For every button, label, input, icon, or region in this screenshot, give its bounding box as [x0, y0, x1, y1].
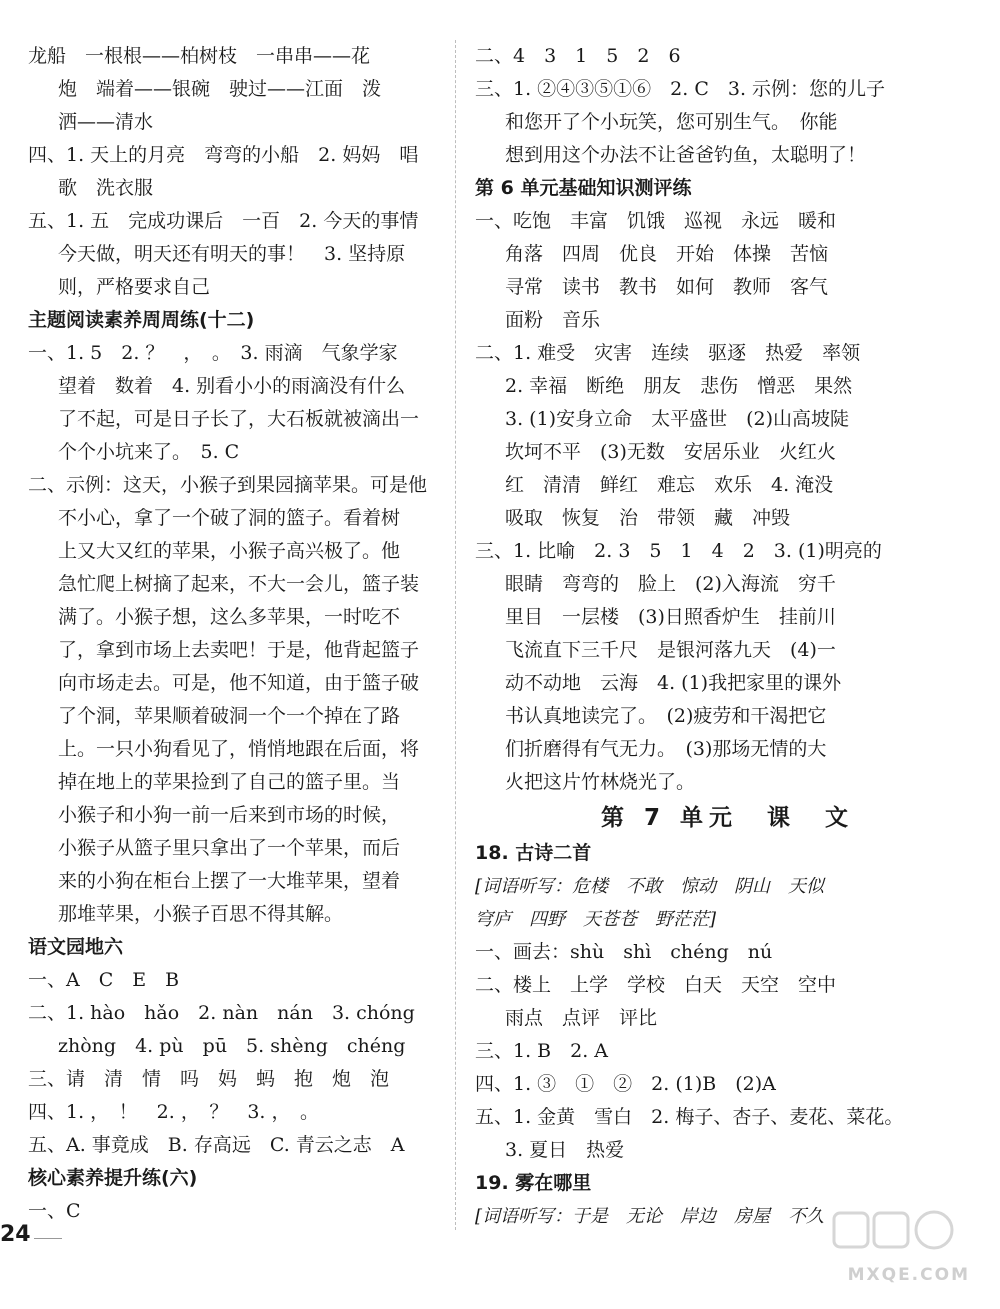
- text-line: 炮 端着——银碗 驶过——江面 泼: [58, 78, 382, 100]
- text-line: 飞流直下三千尺 是银河落九天 (4)一: [505, 639, 836, 661]
- text-line: 二、楼上 上学 学校 白天 天空 空中: [475, 974, 837, 996]
- text-line: 个个小坑来了。 5. C: [58, 441, 240, 463]
- text-line: 小猴子和小狗一前一后来到市场的时候，: [58, 804, 401, 826]
- dictation-line: [词语听写：危楼 不敢 惊动 阴山 天似: [475, 876, 825, 897]
- text-line: 3. 夏日 热爱: [505, 1139, 625, 1161]
- text-line: 角落 四周 优良 开始 体操 苦恼: [505, 243, 829, 265]
- text-line: 一、吃饱 丰富 饥饿 巡视 永远 暖和: [475, 210, 837, 232]
- lesson-title: 18. 古诗二首: [475, 842, 592, 864]
- text-line: 小猴子从篮子里只拿出了一个苹果，而后: [58, 837, 401, 859]
- text-line: 眼睛 弯弯的 脸上 (2)入海流 穷千: [505, 573, 836, 595]
- text-line: 一、C: [28, 1200, 81, 1222]
- lesson-title: 19. 雾在哪里: [475, 1172, 592, 1194]
- section-heading: 语文园地六: [28, 936, 124, 958]
- text-line: 三、1. B 2. A: [475, 1040, 609, 1062]
- dictation-line: [词语听写：于是 无论 岸边 房屋 不久: [475, 1206, 825, 1227]
- text-line: 红 清清 鲜红 难忘 欢乐 4. 淹没: [505, 474, 834, 496]
- text-line: 二、示例：这天，小猴子到果园摘苹果。可是他: [28, 474, 428, 496]
- text-line: 面粉 音乐: [505, 309, 601, 331]
- watermark-text: MXQE.COM: [847, 1265, 970, 1285]
- text-line: 歌 洗衣服: [58, 177, 154, 199]
- text-line: 了不起，可是日子长了，大石板就被滴出一: [58, 408, 420, 430]
- page-number: 24: [0, 1222, 31, 1247]
- text-line: 二、4 3 1 5 2 6: [475, 45, 681, 67]
- section-heading: 核心素养提升练(六): [28, 1167, 198, 1189]
- text-line: zhòng 4. pù pū 5. shèng chéng: [58, 1035, 406, 1057]
- text-line: 了个洞，苹果顺着破洞一个一个掉在了路: [58, 705, 401, 727]
- text-line: 满了。小猴子想，这么多苹果，一时吃不: [58, 606, 401, 628]
- text-line: 来的小狗在柜台上摆了一大堆苹果，望着: [58, 870, 401, 892]
- text-line: 洒——清水: [58, 111, 154, 133]
- text-line: 三、1. ②④③⑤①⑥ 2. C 3. 示例：您的儿子: [475, 78, 886, 100]
- text-line: 火把这片竹林烧光了。: [505, 771, 696, 793]
- text-line: 寻常 读书 教书 如何 教师 客气: [505, 276, 829, 298]
- text-line: 四、1. 天上的月亮 弯弯的小船 2. 妈妈 唱: [28, 144, 419, 166]
- text-line: 一、A C E B: [28, 969, 180, 991]
- text-line: 一、1. 5 2. ？ ， 。 3. 雨滴 气象学家: [28, 342, 398, 364]
- text-line: 里目 一层楼 (3)日照香炉生 挂前川: [505, 606, 836, 628]
- text-line: 四、1. ③ ① ② 2. (1)B (2)A: [475, 1073, 776, 1095]
- text-line: 三、1. 比喻 2. 3 5 1 4 2 3. (1)明亮的: [475, 540, 882, 562]
- page-number-rule: [34, 1238, 62, 1239]
- text-line: 那堆苹果，小猴子百思不得其解。: [58, 903, 344, 925]
- text-line: 三、请 清 情 吗 妈 蚂 抱 炮 泡: [28, 1068, 390, 1090]
- text-line: 向市场走去。可是，他不知道，由于篮子破: [58, 672, 420, 694]
- text-line: 上。一只小狗看见了，悄悄地跟在后面，将: [58, 738, 420, 760]
- dictation-line: 穹庐 四野 天苍苍 野茫茫]: [475, 909, 717, 930]
- text-line: 五、A. 事竟成 B. 存高远 C. 青云之志 A: [28, 1134, 405, 1156]
- text-line: 上又大又红的苹果，小猴子高兴极了。他: [58, 540, 401, 562]
- text-line: 了，拿到市场上去卖吧！于是，他背起篮子: [58, 639, 420, 661]
- text-line: 想到用这个办法不让爸爸钓鱼，太聪明了！: [505, 144, 867, 166]
- text-line: 们折磨得有气无力。 (3)那场无情的大: [505, 738, 827, 760]
- section-heading: 主题阅读素养周周练(十二): [28, 309, 255, 331]
- text-line: 吸取 恢复 治 带领 藏 冲毁: [505, 507, 791, 529]
- text-line: 二、1. hào hǎo 2. nàn nán 3. chóng: [28, 1002, 415, 1024]
- text-line: 今天做，明天还有明天的事！ 3. 坚持原: [58, 243, 406, 265]
- text-line: 坎坷不平 (3)无数 安居乐业 火红火: [505, 441, 836, 463]
- right-column: [475, 40, 980, 1233]
- unit-title: 第 7 单元 课 文: [600, 805, 855, 831]
- text-line: 急忙爬上树摘了起来，不大一会儿，篮子装: [58, 573, 420, 595]
- text-line: 书认真地读完了。 (2)疲劳和干渴把它: [505, 705, 827, 727]
- text-line: 2. 幸福 断绝 朋友 悲伤 憎恶 果然: [505, 375, 853, 397]
- text-line: 四、1. ， ！ 2. ， ？ 3. ， 。: [28, 1101, 320, 1123]
- text-line: 五、1. 金黄 雪白 2. 梅子、杏子、麦花、菜花。: [475, 1106, 904, 1128]
- text-line: 五、1. 五 完成功课后 一百 2. 今天的事情: [28, 210, 419, 232]
- text-line: 和您开了个小玩笑，您可别生气。 你能: [505, 111, 838, 133]
- section-heading: 第 6 单元基础知识测评练: [475, 177, 692, 199]
- text-line: 3. (1)安身立命 太平盛世 (2)山高坡陡: [505, 408, 849, 430]
- column-divider: [455, 40, 456, 1230]
- text-line: 龙船 一根根——柏树枝 一串串——花: [28, 45, 371, 67]
- text-line: 则，严格要求自己: [58, 276, 211, 298]
- text-line: 不小心，拿了一个破了洞的篮子。看着树: [58, 507, 401, 529]
- text-line: 雨点 点评 评比: [505, 1007, 658, 1029]
- text-line: 望着 数着 4. 别看小小的雨滴没有什么: [58, 375, 406, 397]
- text-line: 动不动地 云海 4. (1)我把家里的课外: [505, 672, 842, 694]
- text-line: 掉在地上的苹果捡到了自己的篮子里。当: [58, 771, 401, 793]
- left-column: [28, 40, 448, 1228]
- text-line: 二、1. 难受 灾害 连续 驱逐 热爱 率领: [475, 342, 861, 364]
- text-line: 一、画去：shù shì chéng nú: [475, 941, 773, 963]
